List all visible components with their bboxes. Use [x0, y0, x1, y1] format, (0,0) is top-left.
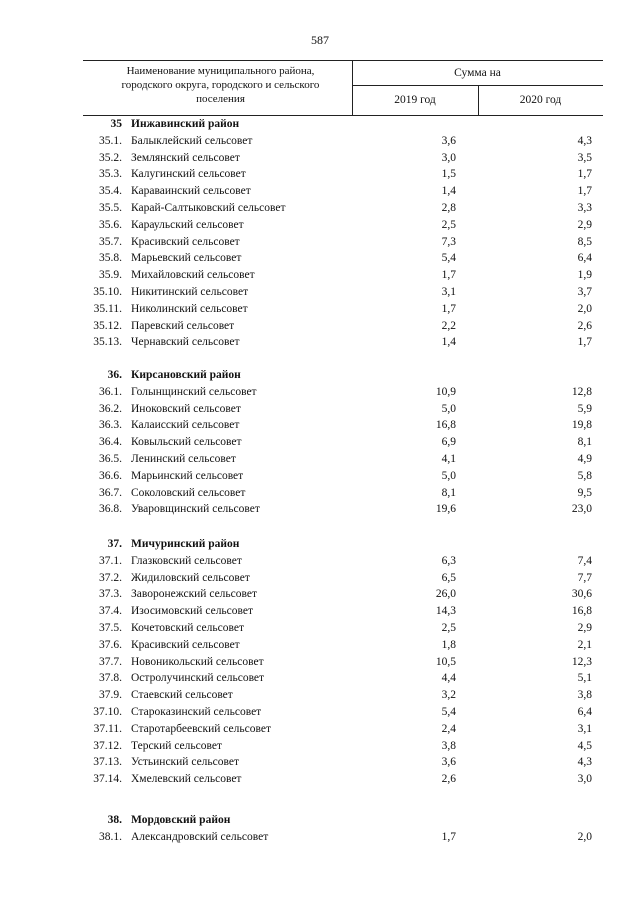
district-name: Мичуринский район: [131, 538, 240, 550]
row-number: 37.10.: [93, 706, 122, 718]
table-row: [82, 318, 602, 335]
settlement-name: Новоникольский сельсовет: [131, 655, 264, 668]
value-2019: 7,3: [441, 235, 456, 248]
settlement-name: Караваинский сельсовет: [131, 185, 251, 198]
row-number: 37.13.: [93, 756, 122, 769]
value-2020: 1,7: [577, 185, 592, 198]
table-row: [82, 250, 602, 267]
value-2019: 26,0: [435, 588, 456, 601]
settlement-name: Михайловский сельсовет: [131, 269, 255, 282]
row-number: 35.9.: [99, 269, 122, 282]
value-2019: 16,8: [435, 419, 456, 432]
district-heading: [82, 367, 602, 384]
table-row: [82, 417, 602, 434]
settlement-name: Голынщинский сельсовет: [131, 385, 257, 398]
value-2020: 5,1: [577, 672, 592, 685]
table-row: [82, 133, 602, 150]
settlement-name: Калугинский сельсовет: [131, 168, 246, 181]
value-2019: 1,7: [441, 302, 456, 315]
value-2019: 2,5: [441, 622, 456, 634]
row-number: 36.1.: [99, 385, 122, 398]
value-2019: 6,9: [441, 436, 456, 449]
settlement-name: Староказинский сельсовет: [131, 706, 262, 718]
value-2020: 2,9: [577, 622, 592, 634]
value-2019: 2,8: [441, 202, 456, 214]
value-2020: 12,3: [571, 655, 592, 668]
value-2019: 2,6: [441, 773, 456, 786]
value-2019: 19,6: [435, 503, 456, 516]
row-number: 37.12.: [93, 739, 122, 752]
row-number: 36.8.: [99, 503, 122, 516]
value-2020: 2,0: [577, 302, 592, 315]
value-2020: 1,7: [577, 168, 592, 181]
value-2019: 1,4: [441, 185, 456, 198]
value-2020: 4,3: [577, 134, 592, 147]
value-2019: 4,1: [441, 453, 456, 465]
district-number: 35: [110, 118, 122, 130]
row-number: 36.7.: [99, 486, 122, 499]
table-row: [82, 183, 602, 200]
value-2020: 8,5: [577, 235, 592, 248]
settlement-name: Иноковский сельсовет: [131, 402, 241, 415]
table-row: [82, 738, 602, 755]
settlement-name: Остролучинский сельсовет: [131, 672, 265, 685]
settlement-name: Старотарбеевский сельсовет: [131, 722, 271, 735]
row-number: 37.8.: [99, 672, 122, 685]
value-2019: 5,4: [441, 706, 456, 718]
settlement-name: Жидиловский сельсовет: [131, 571, 250, 584]
value-2019: 3,2: [441, 689, 456, 702]
value-2019: 2,2: [441, 319, 456, 332]
table-row: [82, 620, 602, 637]
table-row: [82, 687, 602, 704]
value-2020: 2,0: [577, 830, 592, 843]
row-number: 35.5.: [99, 202, 122, 214]
settlement-name: Терский сельсовет: [131, 739, 222, 752]
table-row: [82, 829, 602, 846]
value-2019: 5,4: [441, 252, 456, 265]
district-number: 37.: [107, 538, 122, 550]
value-2019: 1,8: [441, 638, 456, 651]
row-number: 37.3.: [99, 588, 122, 601]
value-2019: 4,4: [441, 672, 456, 685]
settlement-name: Марьинский сельсовет: [131, 469, 244, 482]
row-number: 37.7.: [99, 655, 122, 668]
settlement-name: Александровский сельсовет: [131, 830, 269, 843]
table-row: [82, 166, 602, 183]
value-2020: 4,9: [577, 453, 592, 465]
row-number: 35.4.: [99, 185, 122, 198]
value-2020: 3,8: [577, 689, 592, 702]
settlement-name: Николинский сельсовет: [131, 302, 248, 315]
value-2019: 14,3: [435, 605, 456, 618]
value-2020: 4,3: [577, 756, 592, 769]
settlement-name: Красивский сельсовет: [131, 638, 240, 651]
value-2019: 2,5: [441, 218, 456, 231]
table-row: [82, 485, 602, 502]
table-row: [82, 150, 602, 167]
row-number: 37.9.: [99, 689, 122, 702]
page-number: 587: [311, 33, 329, 47]
district-name: Кирсановский район: [131, 369, 241, 381]
row-number: 37.11.: [93, 722, 122, 735]
value-2019: 3,8: [441, 739, 456, 752]
value-2019: 6,5: [441, 571, 456, 584]
value-2020: 3,3: [577, 202, 592, 214]
settlement-name: Красивский сельсовет: [131, 235, 240, 248]
table-row: [82, 721, 602, 738]
value-2020: 8,1: [577, 436, 592, 449]
value-2019: 1,7: [441, 830, 456, 843]
value-2019: 6,3: [441, 554, 456, 567]
district-heading: [82, 536, 602, 553]
row-number: 35.10.: [93, 286, 122, 298]
district-number: 38.: [107, 814, 122, 826]
value-2020: 6,4: [577, 706, 592, 718]
value-2019: 5,0: [441, 402, 456, 415]
value-2019: 8,1: [441, 486, 456, 499]
settlement-name: Карай-Салтыковский сельсовет: [131, 202, 286, 214]
table-row: [82, 501, 602, 518]
value-2019: 10,9: [435, 385, 456, 398]
row-number: 37.14.: [93, 773, 122, 786]
district-name: Мордовский район: [131, 814, 231, 826]
value-2020: 3,5: [577, 151, 592, 164]
settlement-name: Балыклейский сельсовет: [131, 134, 253, 147]
table-row: [82, 401, 602, 418]
settlement-name: Караульский сельсовет: [131, 218, 244, 231]
row-number: 35.13.: [93, 336, 122, 349]
value-2020: 3,1: [577, 722, 592, 735]
table-row: [82, 234, 602, 251]
settlement-name: Изосимовский сельсовет: [131, 605, 254, 618]
value-2019: 1,4: [441, 336, 456, 349]
settlement-name: Землянский сельсовет: [131, 151, 240, 164]
table-row: [82, 704, 602, 721]
value-2020: 6,4: [577, 252, 592, 265]
table-row: [82, 586, 602, 603]
value-2020: 7,4: [577, 554, 592, 567]
settlement-name: Паревский сельсовет: [131, 319, 235, 332]
row-number: 37.2.: [99, 571, 122, 584]
header-sum-col: Сумма на: [454, 67, 501, 79]
value-2019: 2,4: [441, 722, 456, 735]
table-row: [82, 301, 602, 318]
table-row: [82, 334, 602, 351]
value-2019: 3,6: [441, 134, 456, 147]
settlement-name: Глазковский сельсовет: [131, 554, 242, 567]
settlement-name: Марьевский сельсовет: [131, 252, 242, 265]
value-2020: 2,1: [577, 638, 592, 651]
district-number: 36.: [107, 369, 122, 381]
table-row: [82, 670, 602, 687]
value-2019: 5,0: [441, 469, 456, 482]
table-row: [82, 200, 602, 217]
district-heading: [82, 116, 602, 133]
header-year-2020: 2020 год: [519, 94, 562, 106]
table-row: [82, 771, 602, 788]
row-number: 35.8.: [99, 252, 122, 265]
table-row: [82, 468, 602, 485]
value-2020: 4,5: [577, 739, 592, 752]
settlement-name: Хмелевский сельсовет: [131, 773, 242, 786]
settlement-name: Чернавский сельсовет: [131, 336, 240, 349]
value-2019: 1,7: [441, 269, 456, 282]
value-2020: 9,5: [577, 486, 592, 499]
value-2020: 7,7: [577, 571, 592, 584]
value-2020: 5,9: [577, 402, 592, 415]
header-top-rule: [83, 60, 603, 61]
row-number: 37.5.: [99, 622, 122, 634]
table-row: [82, 384, 602, 401]
value-2020: 23,0: [571, 503, 592, 516]
settlement-name: Калаисский сельсовет: [131, 419, 240, 432]
value-2020: 30,6: [571, 588, 592, 601]
row-number: 36.4.: [99, 436, 122, 449]
table-row: [82, 654, 602, 671]
value-2019: 3,1: [441, 286, 456, 298]
settlement-name: Соколовский сельсовет: [131, 486, 246, 499]
row-number: 36.6.: [99, 469, 122, 482]
settlement-name: Стаевский сельсовет: [131, 689, 233, 702]
row-number: 35.11.: [93, 302, 122, 315]
value-2020: 12,8: [571, 385, 592, 398]
district-heading: [82, 812, 602, 829]
header-year-2019: 2019 год: [394, 94, 436, 106]
value-2020: 1,9: [577, 269, 592, 282]
settlement-name: Устьинский сельсовет: [131, 756, 239, 769]
settlement-name: Уваровщинский сельсовет: [131, 503, 260, 516]
district-name: Инжавинский район: [131, 118, 240, 130]
settlement-name: Заворонежский сельсовет: [131, 588, 258, 601]
table-row: [82, 284, 602, 301]
table-row: [82, 637, 602, 654]
value-2020: 2,9: [577, 218, 592, 231]
value-2020: 5,8: [577, 469, 592, 482]
settlement-name: Никитинский сельсовет: [131, 286, 249, 298]
row-number: 35.2.: [99, 151, 122, 164]
value-2020: 1,7: [577, 336, 592, 349]
value-2019: 3,6: [441, 756, 456, 769]
settlement-name: Ковыльский сельсовет: [131, 436, 242, 449]
table-row: [82, 267, 602, 284]
row-number: 35.12.: [93, 319, 122, 332]
value-2020: 3,7: [577, 286, 592, 298]
table-row: [82, 217, 602, 234]
table-row: [82, 754, 602, 771]
row-number: 35.7.: [99, 235, 122, 248]
settlement-name: Ленинский сельсовет: [131, 453, 236, 465]
value-2020: 3,0: [577, 773, 592, 786]
row-number: 36.3.: [99, 419, 122, 432]
header-name-col: Наименование муниципального района, городского округа, городского и сельского поселения: [121, 65, 320, 105]
value-2019: 10,5: [435, 655, 456, 668]
value-2020: 19,8: [571, 419, 592, 432]
value-2019: 3,0: [441, 151, 456, 164]
row-number: 37.4.: [99, 605, 122, 618]
value-2019: 1,5: [441, 168, 456, 181]
row-number: 36.5.: [99, 453, 122, 465]
table-row: [82, 451, 602, 468]
row-number: 37.6.: [99, 638, 122, 651]
table-row: [82, 434, 602, 451]
row-number: 38.1.: [99, 830, 122, 843]
table-row: [82, 603, 602, 620]
row-number: 36.2.: [99, 402, 122, 415]
row-number: 35.1.: [99, 134, 122, 147]
table-row: [82, 553, 602, 570]
value-2020: 2,6: [577, 319, 592, 332]
settlement-name: Кочетовский сельсовет: [131, 622, 244, 634]
row-number: 37.1.: [99, 554, 122, 567]
value-2020: 16,8: [571, 605, 592, 618]
row-number: 35.3.: [99, 168, 122, 181]
row-number: 35.6.: [99, 218, 122, 231]
table-row: [82, 570, 602, 587]
